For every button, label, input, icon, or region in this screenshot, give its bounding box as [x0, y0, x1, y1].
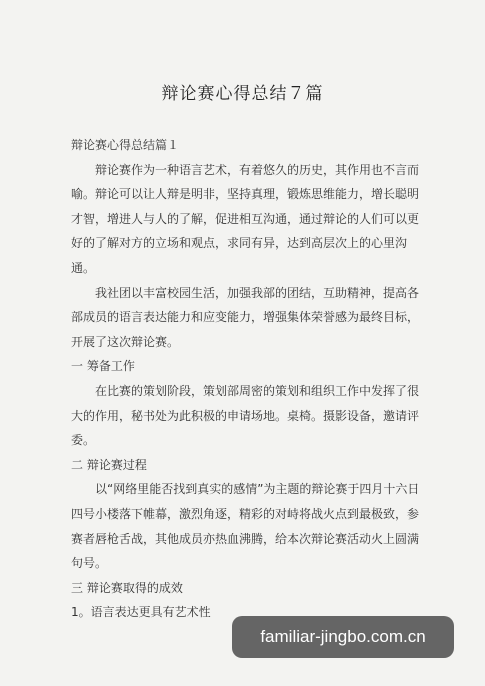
- document-body: [71, 133, 421, 625]
- paragraph: 在比赛的策划阶段，策划部周密的策划和组织工作中发挥了很大的作用，秘书处为此积极的申请场地。桌椅。摄影设备，邀请评委。: [71, 383, 420, 448]
- paragraph: 以“网络里能否找到真实的感情”为主题的辩论赛于四月十六日四号小楼落下帷幕，激烈角逐，精彩的对峙将战火点到最极致，参赛者唇枪舌战，其他成员亦热血沸腾，给本次辩论赛活动火上圆满句号。: [71, 482, 420, 571]
- section-heading: 三 辩论赛取得的成效: [71, 580, 183, 595]
- subheading: 1。语言表达更具有艺术性: [71, 605, 211, 620]
- paragraph: 辩论赛作为一种语言艺术，有着悠久的历史，其作用也不言而喻。辩论可以让人辩是明非，坚持真理，锻炼思维能力，增长聪明才智，增进人与人的了解，促进相互沟通，通过辩论的人们可以更好的了解对方的立场和观点，求同有异，达到高层次上的心里沟通。: [71, 162, 420, 275]
- document-title: 辩论赛心得总结７篇: [161, 84, 324, 104]
- section-heading: 一 筹备工作: [71, 359, 135, 374]
- section-heading: 辩论赛心得总结篇１: [71, 138, 180, 152]
- section-heading: 二 辩论赛过程: [71, 457, 147, 472]
- paragraph: 我社团以丰富校园生活，加强我部的团结，互助精神，提高各部成员的语言表达能力和应变能力，增强集体荣誉感为最终目标，开展了这次辩论赛。: [71, 285, 420, 349]
- watermark-badge: familiar-jingbo.com.cn: [232, 616, 454, 658]
